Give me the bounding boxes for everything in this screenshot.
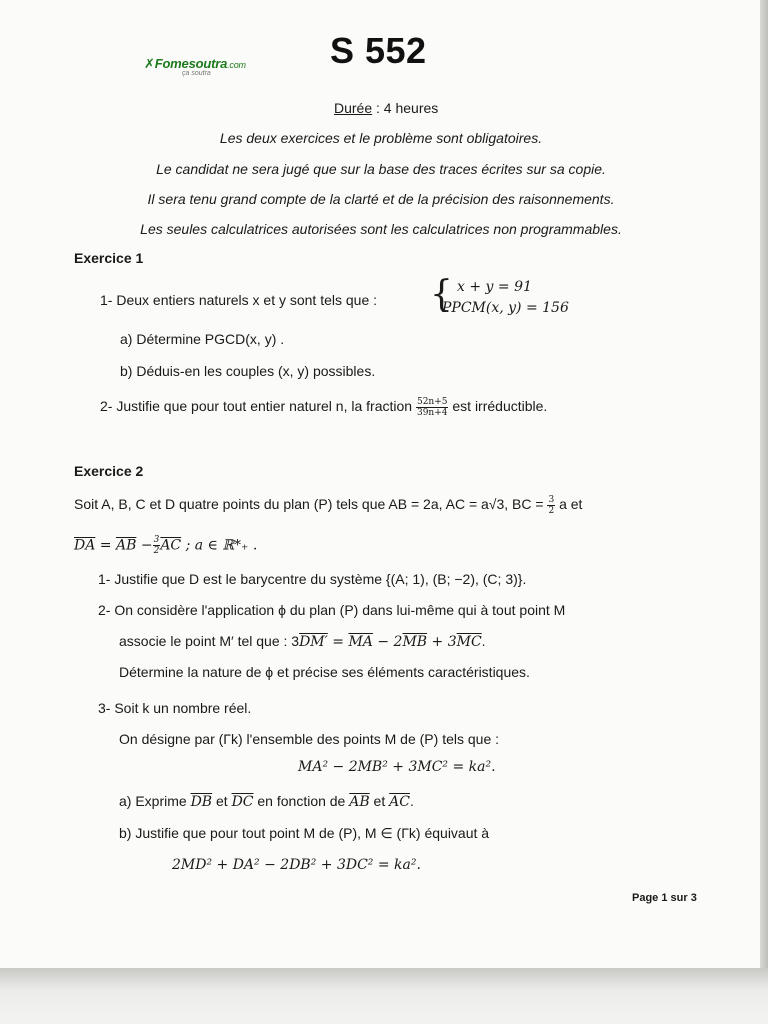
exercise1-q1-eq2: PPCM(x, y) = 156 [442, 300, 569, 316]
exercise2-q3-equation: MA² − 2MB² + 3MC² = ka². [298, 759, 496, 775]
vector-dc: $\overline{DC}$ [231, 794, 254, 810]
vector-ac: $\overline{AC}$ [160, 537, 182, 554]
exercise2-intro-line1 [74, 495, 582, 516]
intro-fraction [547, 495, 555, 516]
intro-line1-b: a et [559, 496, 583, 513]
vector-ac-2: $\overline{AC}$ [389, 794, 410, 810]
fraction-denominator: 39n+4 [416, 408, 448, 418]
exercise1-q1-eq1: x + y = 91 [457, 279, 532, 295]
logo-tagline: ça soutra [182, 70, 211, 77]
fraction [416, 397, 449, 418]
vector-da: $\overline{DA}$ [74, 537, 96, 554]
exercise1-q1-text: 1- Deux entiers naturels x et y sont tels que : [100, 292, 378, 308]
instruction-3: Il sera tenu grand compte de la clarté et de la précision des raisonnements. [147, 191, 615, 207]
exercise2-q3b: b) Justifie que pour tout point M de (P), M ∈ (Γk) équivaut à [119, 825, 490, 841]
exercise2-q3-line2: On désigne par (Γk) l'ensemble des points M de (P) tels que : [119, 731, 500, 747]
exercise2-q3a [119, 793, 414, 810]
page-number: Page 1 sur 3 [632, 892, 697, 904]
vector-ab: $\overline{AB}$ [115, 537, 137, 554]
exercise2-q1: 1- Justifie que D est le barycentre du système {(A; 1), (B; −2), (C; 3)}. [98, 571, 527, 587]
fraction-numerator: 52n+5 [416, 397, 448, 407]
exercise1-title: Exercice 1 [74, 250, 144, 266]
exam-code: S 552 [330, 30, 427, 71]
logo-domain: .com [227, 60, 246, 70]
exercise1-q2-before: 2- Justifie que pour tout entier naturel n, la fraction [100, 398, 413, 415]
intro-line1-a: Soit A, B, C et D quatre points du plan (P) tels que AB = 2a, AC = a√3, BC = [74, 496, 544, 513]
instruction-4: Les seules calculatrices autorisées sont les calculatrices non programmables. [140, 221, 622, 237]
instruction-1: Les deux exercices et le problème sont obligatoires. [219, 130, 543, 146]
duration-label: Durée [334, 100, 373, 116]
intro-line2-fraction-num: 3 [153, 535, 160, 545]
exercise1-q2-after: est irréductible. [452, 398, 548, 415]
q2-line2-b: = [327, 634, 349, 650]
vector-mb: $\overline{MB}$ [402, 634, 428, 650]
vector-dm-prime: DM′ [299, 634, 328, 650]
logo: ✗Fomesoutra.com [144, 56, 246, 71]
duration [334, 100, 438, 116]
intro-line2-d: − [136, 537, 153, 554]
q2-line2-a: associe le point M′ tel que : 3 [119, 633, 300, 649]
q2-line2-c: − 2 [372, 634, 403, 650]
q3a-e: . [409, 793, 414, 809]
page-edge [760, 0, 768, 968]
q2-line2-e: . [481, 633, 486, 649]
q2-line2-d: + 3 [427, 634, 457, 650]
exercise1-q2 [100, 397, 547, 418]
exercise2-intro-line2 [74, 535, 257, 556]
intro-fraction-den: 2 [548, 506, 555, 516]
duration-value: : 4 heures [372, 100, 439, 116]
exercise2-q2-line1: 2- On considère l'application ϕ du plan (P) dans lui-même qui à tout point M [98, 602, 566, 618]
intro-line2-f: ; a ∈ ℝ*₊ . [181, 537, 258, 554]
logo-main: Fomesoutra [154, 56, 228, 71]
exercise2-q2-line2 [119, 633, 486, 650]
vector-mc: $\overline{MC}$ [456, 634, 482, 650]
system-brace: { [430, 274, 453, 315]
intro-line2-b: = [95, 537, 116, 554]
instruction-2: Le candidat ne sera jugé que sur la base des traces écrites sur sa copie. [156, 161, 606, 177]
intro-fraction-num: 3 [548, 495, 555, 505]
q3a-b: et [212, 793, 232, 809]
exercise1-q1a: a) Détermine PGCD(x, y) . [120, 331, 285, 347]
vector-ab-2: $\overline{AB}$ [349, 794, 370, 810]
q3a-c: en fonction de [253, 793, 350, 809]
exercise2-title: Exercice 2 [74, 463, 144, 479]
q3a-a: a) Exprime [119, 793, 191, 809]
q3a-d: et [369, 793, 390, 809]
vector-ma: $\overline{MA}$ [348, 634, 373, 650]
vector-db: $\overline{DB}$ [190, 794, 213, 810]
page-shadow [0, 968, 768, 1024]
exercise2-q2-line3: Détermine la nature de ϕ et précise ses éléments caractéristiques. [119, 664, 530, 680]
intro-line2-fraction-den: 2 [153, 546, 160, 556]
exercise2-q3-line1: 3- Soit k un nombre réel. [98, 700, 252, 716]
exercise1-q1b: b) Déduis-en les couples (x, y) possibles. [120, 363, 376, 379]
exercise2-q3b-equation: 2MD² + DA² − 2DB² + 3DC² = ka². [172, 857, 421, 873]
